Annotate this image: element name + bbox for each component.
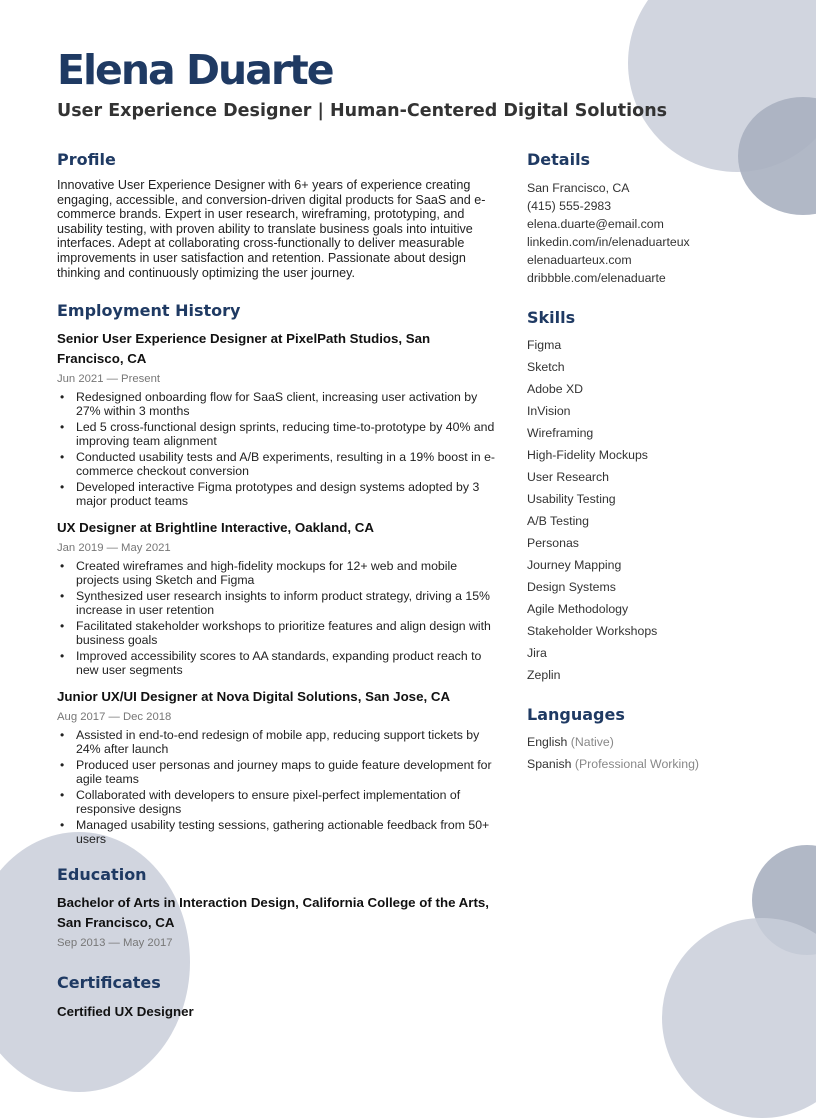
detail-phone: (415) 555-2983	[527, 199, 612, 213]
details-list	[527, 179, 787, 287]
job-bullets	[57, 559, 497, 677]
degree-dates: Sep 2013 — May 2017	[57, 937, 173, 950]
job-bullet: • Created wireframes and high-fidelity mockups for 12+ web and mobile projects using Sketch and Figma	[57, 559, 497, 587]
skill-item: Usability Testing	[527, 492, 616, 506]
language-item	[527, 731, 787, 753]
skill-item: Jira	[527, 646, 547, 660]
candidate-headline: User Experience Designer | Human-Centered Digital Solutions	[57, 101, 668, 121]
skill-item: Figma	[527, 338, 562, 352]
job-bullet: • Improved accessibility scores to AA standards, expanding product reach to new user segments	[57, 649, 497, 677]
job-entry	[57, 687, 497, 846]
skills-heading: Skills	[527, 308, 576, 327]
job-bullets	[57, 728, 497, 846]
profile-section	[57, 150, 497, 280]
details-section	[527, 150, 787, 287]
skill-item: Agile Methodology	[527, 602, 629, 616]
skill-item: User Research	[527, 470, 610, 484]
language-item	[527, 753, 787, 775]
sidebar-column	[527, 150, 787, 775]
language-name: English	[527, 735, 568, 749]
detail-email: elena.duarte@email.com	[527, 217, 664, 231]
skill-item: Personas	[527, 536, 579, 550]
languages-heading: Languages	[527, 705, 625, 724]
profile-heading: Profile	[57, 150, 116, 169]
skill-item: Stakeholder Workshops	[527, 624, 658, 638]
job-bullet: • Produced user personas and journey maps to guide feature development for agile teams	[57, 758, 497, 786]
details-heading: Details	[527, 150, 591, 169]
profile-summary: Innovative User Experience Designer with 6+ years of experience creating engaging, accessible, and conversion-driven digital products for SaaS and e-commerce brands. Expert in user research, wireframing, prototyping, and usability testing, with proven ability to translate business goals into intuitive interfaces. Adept at collaborating cross-functionally to deliver measurable improvements in user satisfaction and retention. Passionate about design thinking and continuously optimizing the user journey.	[57, 178, 486, 280]
skill-item: A/B Testing	[527, 514, 589, 528]
skill-item: Journey Mapping	[527, 558, 622, 572]
degree-title: Bachelor of Arts in Interaction Design, California College of the Arts, San Francisco, CA	[57, 895, 489, 931]
employment-section	[57, 301, 497, 846]
detail-linkedin: linkedin.com/in/elenaduarteux	[527, 235, 690, 249]
certificates-heading: Certificates	[57, 973, 161, 993]
detail-location: San Francisco, CA	[527, 181, 630, 195]
job-bullet: • Synthesized user research insights to inform product strategy, driving a 15% increase in user retention	[57, 589, 497, 617]
job-bullet: • Redesigned onboarding flow for SaaS client, increasing user activation by 27% within 3 months	[57, 390, 497, 418]
job-entry	[57, 329, 497, 508]
job-bullet: • Managed usability testing sessions, gathering actionable feedback from 50+ users	[57, 818, 497, 846]
detail-dribbble: dribbble.com/elenaduarte	[527, 271, 666, 285]
job-dates: Aug 2017 — Dec 2018	[57, 711, 172, 724]
job-title: Junior UX/UI Designer at Nova Digital Solutions, San Jose, CA	[57, 689, 451, 705]
skills-list	[527, 334, 787, 686]
skill-item: Sketch	[527, 360, 565, 374]
education-section	[57, 865, 497, 951]
skill-item: High-Fidelity Mockups	[527, 448, 648, 462]
job-bullet: • Assisted in end-to-end redesign of mobile app, reducing support tickets by 24% after launch	[57, 728, 497, 756]
skill-item: Design Systems	[527, 580, 616, 594]
job-dates: Jan 2019 — May 2021	[57, 542, 171, 555]
languages-list	[527, 731, 787, 775]
candidate-name: Elena Duarte	[57, 46, 333, 94]
skill-item: InVision	[527, 404, 571, 418]
job-bullets	[57, 390, 497, 508]
skill-item: Adobe XD	[527, 382, 584, 396]
skill-item: Zeplin	[527, 668, 561, 682]
job-bullet: • Collaborated with developers to ensure pixel-perfect implementation of responsive designs	[57, 788, 497, 816]
job-bullet: • Developed interactive Figma prototypes and design systems adopted by 3 major product teams	[57, 480, 497, 508]
skill-item: Wireframing	[527, 426, 594, 440]
job-title: UX Designer at Brightline Interactive, Oakland, CA	[57, 520, 374, 536]
certificates-section	[57, 973, 497, 1022]
job-entry	[57, 518, 497, 677]
job-title: Senior User Experience Designer at PixelPath Studios, San Francisco, CA	[57, 331, 431, 367]
job-bullet: • Facilitated stakeholder workshops to prioritize features and align design with business goals	[57, 619, 497, 647]
job-bullet: • Led 5 cross-functional design sprints, reducing time-to-prototype by 40% and improving team alignment	[57, 420, 497, 448]
job-dates: Jun 2021 — Present	[57, 373, 160, 386]
languages-section	[527, 705, 787, 775]
main-column	[57, 150, 497, 1022]
language-level: (Native)	[570, 735, 614, 749]
language-level: (Professional Working)	[574, 757, 700, 771]
language-name: Spanish	[527, 757, 572, 771]
detail-website: elenaduarteux.com	[527, 253, 632, 267]
employment-heading: Employment History	[57, 301, 241, 321]
job-bullet: • Conducted usability tests and A/B experiments, resulting in a 19% boost in e-commerce checkout conversion	[57, 450, 497, 478]
education-heading: Education	[57, 865, 147, 885]
certificate-item: Certified UX Designer	[57, 1004, 194, 1020]
skills-section	[527, 308, 787, 686]
